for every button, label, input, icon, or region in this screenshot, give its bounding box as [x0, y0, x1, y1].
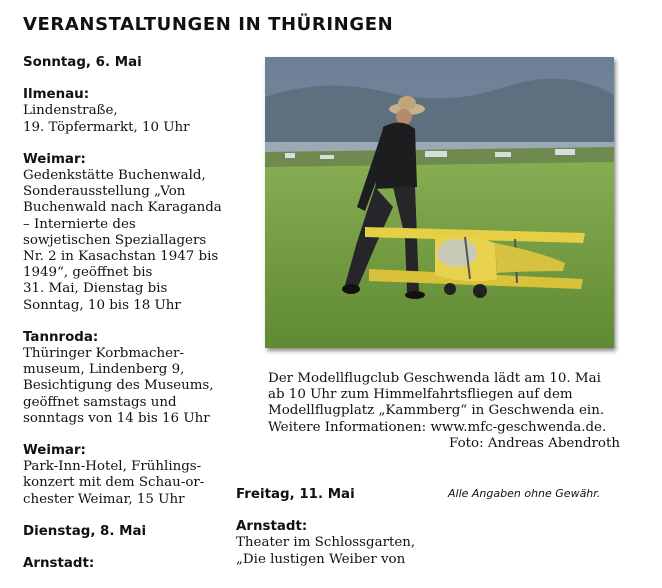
event-tannroda	[23, 330, 238, 427]
event-line: Park-Inn-Hotel, Frühlings-	[23, 459, 202, 475]
event-line: 19. Töpfermarkt, 10 Uhr	[23, 119, 190, 135]
event-line: Besichtigung des Museums,	[23, 378, 214, 394]
event-line: sonntags von 14 bis 16 Uhr	[23, 410, 210, 426]
event-line: Gedenkstätte Buchenwald,	[23, 168, 206, 184]
event-weimar-buchenwald	[23, 152, 238, 314]
event-line: 1949“, geöffnet bis	[23, 265, 153, 281]
event-town: Arnstadt:	[236, 519, 308, 535]
day-heading: Dienstag, 8. Mai	[23, 523, 147, 539]
event-line: museum, Lindenberg 9,	[23, 362, 185, 378]
event-ilmenau	[23, 87, 238, 136]
event-line: Lindenstraße,	[23, 103, 118, 119]
event-line: chester Weimar, 15 Uhr	[23, 491, 185, 507]
photo-credit: Foto: Andreas Abendroth	[449, 435, 620, 451]
event-line: Buchenwald nach Karaganda	[23, 200, 222, 216]
event-weimar-park-inn	[23, 443, 238, 508]
event-town: Weimar:	[23, 151, 86, 167]
photo-caption	[268, 371, 628, 452]
event-line: konzert mit dem Schau-or-	[23, 475, 205, 491]
caption-line: Modellflugplatz „Kammberg“ in Geschwenda ein.	[268, 403, 605, 419]
event-town: Weimar:	[23, 443, 86, 459]
event-line: – Internierte des	[23, 216, 136, 232]
event-line: Thüringer Korbmacher-	[23, 346, 184, 362]
page-title: VERANSTALTUNGEN IN THÜRINGEN	[23, 14, 394, 35]
event-line: Theater im Schlossgarten,	[236, 535, 416, 551]
event-line: „Die lustigen Weiber von	[236, 551, 406, 567]
caption-line: Der Modellflugclub Geschwenda lädt am 10. Mai	[268, 371, 601, 386]
event-town: Arnstadt:	[23, 556, 95, 572]
event-arnstadt-theater	[236, 519, 446, 568]
event-line: Nr. 2 in Kasachstan 1947 bis	[23, 249, 219, 265]
caption-line: ab 10 Uhr zum Himmelfahrtsfliegen auf dem	[268, 387, 573, 403]
disclaimer: Alle Angaben ohne Gewähr.	[448, 487, 601, 500]
caption-line: Weitere Informationen: www.mfc-geschwenda.de.	[268, 419, 607, 435]
day-heading: Sonntag, 6. Mai	[23, 55, 142, 70]
event-line: geöffnet samstags und	[23, 394, 177, 410]
day-heading: Freitag, 11. Mai	[236, 487, 355, 502]
events-column-left	[23, 55, 238, 588]
event-town: Ilmenau:	[23, 87, 90, 103]
event-line: Sonntag, 10 bis 18 Uhr	[23, 297, 181, 313]
event-line: Sonderausstellung „Von	[23, 184, 186, 200]
events-column-right	[236, 487, 446, 584]
event-town: Tannroda:	[23, 329, 99, 345]
model-airplane-photo	[265, 57, 614, 348]
event-line: 31. Mai, Dienstag bis	[23, 281, 168, 297]
event-line: sowjetischen Speziallagers	[23, 232, 207, 248]
